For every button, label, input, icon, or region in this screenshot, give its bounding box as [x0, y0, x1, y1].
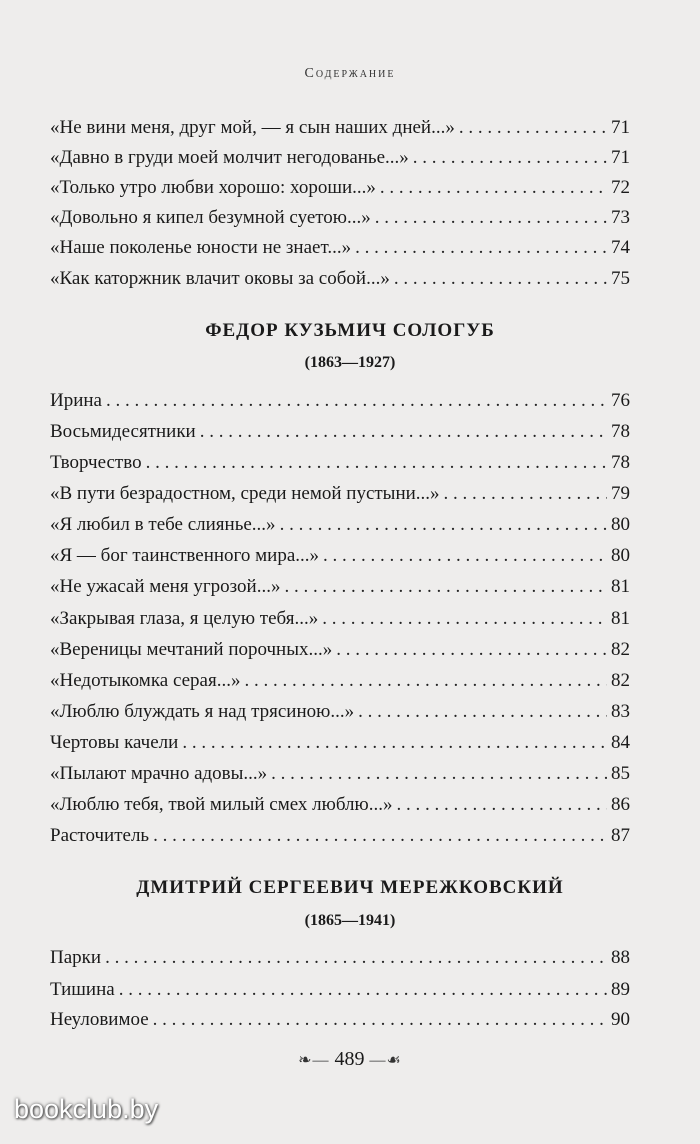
toc-entry-page: 76 [611, 390, 630, 411]
toc-entry-title: «Закрывая глаза, я целую тебя...» [50, 608, 319, 629]
dot-leader [459, 113, 607, 143]
toc-entry [50, 572, 630, 602]
toc-entry-page: 89 [611, 979, 630, 1000]
dot-leader [375, 203, 607, 233]
toc-entry-page: 75 [611, 268, 630, 289]
toc-entry-page: 73 [611, 207, 630, 228]
toc-entry-title: «В пути безрадостном, среди немой пустыни...» [50, 483, 440, 504]
toc-entry [50, 943, 630, 973]
toc-entry-title: Парки [50, 947, 102, 968]
toc-entry [50, 635, 630, 665]
toc-entry [50, 233, 630, 263]
author-years: (1863—1927) [304, 354, 396, 371]
toc-entry [50, 975, 630, 1005]
toc-entry-title: «Не вини меня, друг мой, — я сын наших дней...» [50, 117, 455, 138]
author-heading: ДМИТРИЙ СЕРГЕЕВИЧ МЕРЕЖКОВСКИЙ [136, 877, 564, 898]
toc-entry-title: «Довольно я кипел безумной суетою...» [50, 207, 371, 228]
dot-leader [396, 790, 607, 820]
toc-entry [50, 541, 630, 571]
toc-entry [50, 479, 630, 509]
ornament-left-icon: ❧— [298, 1052, 330, 1069]
dot-leader [153, 821, 607, 851]
toc-entry-title: Восьмидесятники [50, 421, 196, 442]
toc-entry [50, 143, 630, 173]
toc-entry [50, 1005, 630, 1035]
toc-entry-page: 86 [611, 794, 630, 815]
toc-entry-title: «Вереницы мечтаний порочных...» [50, 639, 333, 660]
toc-entry-title: Расточитель [50, 825, 150, 846]
toc-entry [50, 759, 630, 789]
dot-leader [106, 386, 607, 416]
page-number: 489 [334, 1048, 365, 1070]
toc-entry [50, 113, 630, 143]
toc-entry [50, 173, 630, 203]
dot-leader [244, 666, 607, 696]
dot-leader [153, 1005, 607, 1035]
toc-entry-title: «Люблю блуждать я над трясиною...» [50, 701, 355, 722]
dot-leader [280, 510, 607, 540]
toc-entry [50, 604, 630, 634]
toc-entry [50, 417, 630, 447]
toc-entry-title: «Только утро любви хорошо: хороши...» [50, 177, 376, 198]
toc-entry [50, 821, 630, 851]
toc-entry-page: 82 [611, 670, 630, 691]
toc-entry-page: 80 [611, 545, 630, 566]
toc-entry-page: 81 [611, 576, 630, 597]
toc-entry-page: 87 [611, 825, 630, 846]
toc-entry-page: 85 [611, 763, 630, 784]
toc-entry [50, 666, 630, 696]
dot-leader [322, 604, 607, 634]
toc-entry [50, 510, 630, 540]
toc-entry-title: «Люблю тебя, твой милый смех люблю...» [50, 794, 393, 815]
dot-leader [119, 975, 607, 1005]
toc-entry [50, 728, 630, 758]
toc-entry-page: 74 [611, 237, 630, 258]
toc-entry [50, 697, 630, 727]
toc-entry [50, 203, 630, 233]
dot-leader [380, 173, 607, 203]
author-heading: ФЕДОР КУЗЬМИЧ СОЛОГУБ [205, 320, 495, 341]
toc-entry-title: Творчество [50, 452, 142, 473]
toc-entry-title: «Не ужасай меня угрозой...» [50, 576, 281, 597]
toc-entry-page: 78 [611, 421, 630, 442]
toc-entry [50, 264, 630, 294]
toc-entry-page: 80 [611, 514, 630, 535]
toc-entry-title: «Я любил в тебе слиянье...» [50, 514, 276, 535]
dot-leader [444, 479, 607, 509]
toc-entry-title: Тишина [50, 979, 115, 1000]
dot-leader [358, 697, 607, 727]
dot-leader [323, 541, 607, 571]
dot-leader [182, 728, 607, 758]
toc-entry-title: «Давно в груди моей молчит негодованье...» [50, 147, 409, 168]
toc-entry-page: 71 [611, 117, 630, 138]
toc-entry [50, 386, 630, 416]
toc-entry-page: 72 [611, 177, 630, 198]
toc-entry-page: 90 [611, 1009, 630, 1030]
dot-leader [355, 233, 607, 263]
toc-entry-title: «Пылают мрачно адовы...» [50, 763, 268, 784]
page-folio [0, 1048, 700, 1071]
toc-entry-title: Ирина [50, 390, 102, 411]
dot-leader [271, 759, 607, 789]
toc-entry-page: 81 [611, 608, 630, 629]
toc-entry-page: 78 [611, 452, 630, 473]
toc-entry-page: 79 [611, 483, 630, 504]
toc-entry [50, 448, 630, 478]
toc-entry-page: 84 [611, 732, 630, 753]
toc-entry-page: 71 [611, 147, 630, 168]
toc-entry [50, 790, 630, 820]
toc-entry-title: «Наше поколенье юности не знает...» [50, 237, 352, 258]
toc-entry-page: 88 [611, 947, 630, 968]
toc-entry-title: Чертовы качели [50, 732, 179, 753]
dot-leader [284, 572, 607, 602]
watermark: bookclub.by [14, 1094, 159, 1124]
author-years: (1865—1941) [304, 912, 396, 929]
toc-entry-page: 82 [611, 639, 630, 660]
toc-entry-page: 83 [611, 701, 630, 722]
dot-leader [200, 417, 607, 447]
dot-leader [336, 635, 607, 665]
ornament-right-icon: —☙ [369, 1052, 402, 1069]
toc-entry-title: «Недотыкомка серая...» [50, 670, 241, 691]
dot-leader [394, 264, 607, 294]
toc-entry-title: Неуловимое [50, 1009, 149, 1030]
toc-entry-title: «Я — бог таинственного мира...» [50, 545, 319, 566]
dot-leader [413, 143, 607, 173]
running-head: Содержание [304, 66, 396, 81]
dot-leader [146, 448, 607, 478]
toc-entry-title: «Как каторжник влачит оковы за собой...» [50, 268, 390, 289]
dot-leader [105, 943, 607, 973]
